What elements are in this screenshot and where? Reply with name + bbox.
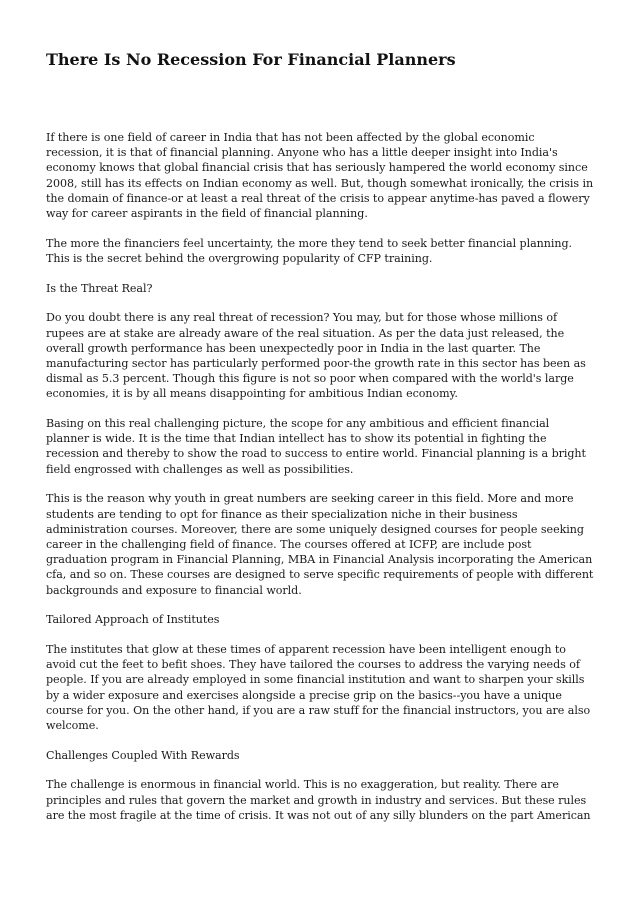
section-heading-threat: Is the Threat Real?: [46, 281, 153, 295]
section-heading-challenges: Challenges Coupled With Rewards: [46, 748, 240, 762]
section-heading-tailored: Tailored Approach of Institutes: [46, 613, 220, 627]
paragraph-intro: If there is one field of career in India that has not been affected by the global economic recession, it is that of financial planning. Anyone who has a little deeper insight into India's economy knows that global financial crisis that has seriously hampered the world economy since 2008, still has its effects on Indian economy as well. But, though somewhat ironically, the crisis in the domain of finance-or at least a real threat of the crisis to appear anytime-has paved a flowery way for career aspirants in the field of financial planning.: [46, 131, 594, 221]
paragraph-uncertainty: The more the financiers feel uncertainty, the more they tend to seek better financial planning. This is the secret behind the overgrowing popularity of CFP training.: [46, 236, 572, 265]
paragraph-threat: Do you doubt there is any real threat of recession? You may, but for those whose millions of rupees are at stake are already aware of the real situation. As per the data just released, the overall growth performance has been unexpectedly poor in India in the last quarter. The manufacturing sector has particularly performed poor-the growth rate in this sector has been as dismal as 5.3 percent. Though this figure is not so poor when compared with the world's large economies, it is by all means disappointing for ambitious Indian economy.: [46, 311, 586, 401]
paragraph-tailored: The institutes that glow at these times of apparent recession have been intelligent enough to avoid cut the feet to befit shoes. They have tailored the courses to address the varying needs of people. If you are already employed in some financial institution and want to sharpen your skills by a wider exposure and exercises alongside a precise grip on the basics--you have a unique course for you. On the other hand, if you are a raw stuff for the financial instructors, you are also welcome.: [46, 642, 591, 732]
paragraph-youth: This is the reason why youth in great numbers are seeking career in this field. More and more students are tending to opt for finance as their specialization niche in their business administration courses. Moreover, there are some uniquely designed courses for people seeking career in the challenging field of finance. The courses offered at ICFP, are include post graduation program in Financial Planning, MBA in Financial Analysis incorporating the American cfa, and so on. These courses are designed to serve specific requirements of people with different backgrounds and exposure to financial world.: [46, 492, 594, 597]
paragraph-scope: Basing on this real challenging picture, the scope for any ambitious and efficient financial planner is wide. It is the time that Indian intellect has to show its potential in fighting the recession and thereby to show the road to success to entire world. Financial planning is a bright field engrossed with challenges as well as possibilities.: [46, 417, 586, 476]
document-title: There Is No Recession For Financial Planners: [46, 50, 456, 69]
paragraph-challenges: The challenge is enormous in financial world. This is no exaggeration, but reality. There are principles and rules that govern the market and growth in industry and services. But these rules are the most fragile at the time of crisis. It was not out of any silly blunders on the part American: [46, 778, 591, 822]
document-body: [46, 130, 594, 838]
